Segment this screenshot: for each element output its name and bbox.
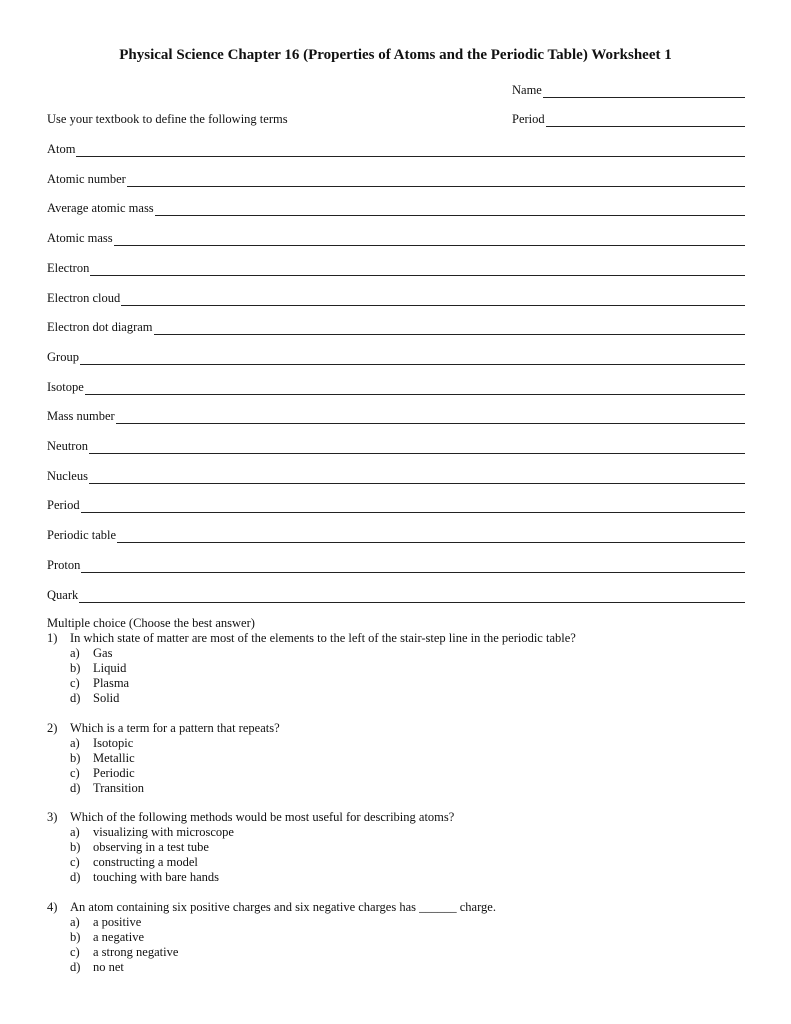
definition-blank[interactable] [127, 174, 745, 187]
option-text: observing in a test tube [93, 840, 209, 854]
question [47, 900, 747, 975]
definition-blank[interactable] [155, 203, 745, 216]
term-row[interactable] [47, 261, 745, 276]
question-number: 3) [47, 810, 58, 824]
definition-blank[interactable] [76, 144, 745, 157]
term-label: Atom [47, 142, 76, 156]
option-text: a positive [93, 915, 142, 929]
definition-blank[interactable] [121, 293, 745, 306]
term-label: Atomic number [47, 171, 126, 186]
question-number: 1) [47, 631, 58, 645]
term-row[interactable] [47, 588, 745, 603]
term-row[interactable] [47, 201, 745, 216]
answer-option[interactable] [47, 646, 747, 661]
answer-option[interactable] [47, 691, 747, 706]
option-text: touching with bare hands [93, 870, 220, 884]
term-label: Proton [47, 557, 81, 572]
term-label: Period [47, 498, 80, 513]
option-text: Gas [93, 646, 113, 660]
option-letter: d) [70, 781, 81, 795]
name-field[interactable] [512, 83, 745, 98]
definition-blank[interactable] [85, 382, 745, 395]
name-blank[interactable] [543, 85, 745, 98]
definition-blank[interactable] [81, 560, 745, 573]
term-label: Average atomic mass [47, 201, 154, 216]
option-letter: d) [70, 960, 81, 974]
answer-option[interactable] [47, 661, 747, 676]
definition-blank[interactable] [79, 590, 745, 603]
answer-option[interactable] [47, 676, 747, 691]
answer-option[interactable] [47, 840, 747, 855]
answer-option[interactable] [47, 870, 747, 885]
option-text: Transition [93, 781, 144, 795]
question-text: Which is a term for a pattern that repeats? [70, 721, 280, 735]
term-label: Nucleus [47, 468, 88, 483]
answer-option[interactable] [47, 915, 747, 930]
term-row[interactable] [47, 291, 745, 306]
option-text: Plasma [93, 676, 130, 690]
definition-blank[interactable] [89, 471, 745, 484]
question-line [47, 631, 747, 646]
definition-blank[interactable] [154, 322, 745, 335]
term-row[interactable] [47, 469, 745, 484]
answer-option[interactable] [47, 855, 747, 870]
option-letter: a) [70, 736, 80, 750]
answer-option[interactable] [47, 960, 747, 975]
term-label: Electron [47, 260, 90, 275]
option-letter: c) [70, 855, 80, 869]
option-text: Metallic [93, 751, 135, 765]
term-row[interactable] [47, 172, 745, 187]
question-number: 4) [47, 900, 58, 914]
option-letter: b) [70, 930, 81, 944]
term-row[interactable] [47, 142, 745, 157]
term-row[interactable] [47, 439, 745, 454]
term-row[interactable] [47, 409, 745, 424]
answer-option[interactable] [47, 736, 747, 751]
answer-option[interactable] [47, 781, 747, 796]
term-label: Electron cloud [47, 290, 121, 305]
term-label: Neutron [47, 439, 88, 453]
answer-option[interactable] [47, 766, 747, 781]
term-row[interactable] [47, 350, 745, 365]
option-letter: a) [70, 825, 80, 839]
option-letter: b) [70, 840, 81, 854]
option-letter: c) [70, 945, 80, 959]
question-text: In which state of matter are most of the elements to the left of the stair-step line in the periodic table? [70, 631, 576, 645]
definition-blank[interactable] [90, 263, 745, 276]
option-letter: a) [70, 646, 80, 660]
question [47, 631, 747, 706]
term-label: Atomic mass [47, 231, 113, 246]
definition-blank[interactable] [116, 411, 745, 424]
name-label: Name [512, 83, 542, 97]
term-label: Mass number [47, 409, 115, 424]
question [47, 721, 747, 796]
term-label: Isotope [47, 379, 84, 394]
question-line [47, 810, 747, 825]
term-label: Periodic table [47, 528, 117, 543]
option-text: a negative [93, 930, 145, 944]
term-label: Group [47, 349, 79, 364]
option-letter: a) [70, 915, 80, 929]
instructions-text: Use your textbook to define the following terms [47, 112, 288, 126]
question-line [47, 900, 747, 915]
page-title: Physical Science Chapter 16 (Properties of Atoms and the Periodic Table) Worksheet 1 [119, 47, 672, 63]
period-label: Period [512, 112, 545, 126]
term-row[interactable] [47, 320, 745, 335]
term-row[interactable] [47, 498, 745, 513]
answer-option[interactable] [47, 930, 747, 945]
option-text: constructing a model [93, 855, 198, 869]
answer-option[interactable] [47, 945, 747, 960]
term-row[interactable] [47, 558, 745, 573]
option-text: no net [93, 960, 124, 974]
answer-option[interactable] [47, 751, 747, 766]
option-text: Liquid [93, 661, 127, 675]
option-text: Isotopic [93, 736, 134, 750]
term-label: Electron dot diagram [47, 320, 153, 335]
option-text: Periodic [93, 766, 135, 780]
question-number: 2) [47, 721, 58, 735]
mc-heading: Multiple choice (Choose the best answer) [47, 616, 255, 630]
definition-blank[interactable] [80, 352, 745, 365]
question-text: Which of the following methods would be most useful for describing atoms? [70, 810, 455, 824]
term-row[interactable] [47, 528, 745, 543]
option-letter: d) [70, 691, 81, 705]
period-field[interactable] [512, 112, 745, 127]
term-row[interactable] [47, 231, 745, 246]
question-line [47, 721, 747, 736]
definition-blank[interactable] [114, 233, 745, 246]
option-letter: b) [70, 751, 81, 765]
question [47, 810, 747, 885]
option-letter: b) [70, 661, 81, 675]
question-text: An atom containing six positive charges and six negative charges has ______ charge. [70, 900, 496, 914]
option-letter: c) [70, 766, 80, 780]
term-label: Quark [47, 587, 79, 602]
definition-blank[interactable] [117, 530, 745, 543]
period-blank[interactable] [546, 114, 745, 127]
option-text: Solid [93, 691, 120, 705]
option-text: a strong negative [93, 945, 179, 959]
option-letter: c) [70, 676, 80, 690]
answer-option[interactable] [47, 825, 747, 840]
definition-blank[interactable] [89, 441, 745, 454]
option-text: visualizing with microscope [93, 825, 234, 839]
term-row[interactable] [47, 380, 745, 395]
option-letter: d) [70, 870, 81, 884]
definition-blank[interactable] [81, 500, 745, 513]
